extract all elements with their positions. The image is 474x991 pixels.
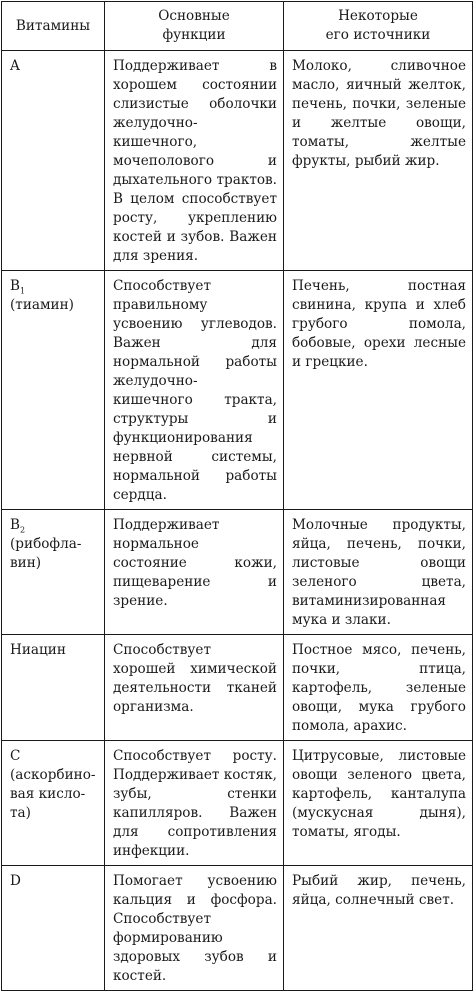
sources-cell: Печень, постная свинина, крупа и хлеб грубого помола, бобовые, орехи лесные и грецкие. — [284, 271, 473, 510]
sources-cell: Цитрусовые, листовые овощи зеленого цвета, картофель, канталупа (мускусная дыня), томаты, ягоды. — [284, 741, 473, 866]
vitamin-name: B — [10, 517, 20, 533]
header-sources-line-1: Некоторые — [338, 8, 418, 24]
vitamin-cell — [2, 510, 105, 635]
vitamin-alt-name: та) — [10, 805, 31, 821]
functions-cell: Способствует хорошей химической деятельности тканей организма. — [105, 635, 284, 741]
functions-cell: Способствует правильному усвоению углеводов. Важен для нормальной работы желудочно-кишечного тракта, структуры и функционирования нервной системы, нормальной работы сердца. — [105, 271, 284, 510]
table-row — [2, 866, 473, 991]
vitamin-alt-name: (рибофла- — [10, 536, 82, 552]
sources-cell: Молочные продукты, яйца, печень, почки, листовые овощи зеленого цвета, витаминизированная мука и злаки. — [284, 510, 473, 635]
vitamin-name: D — [10, 873, 21, 889]
functions-cell: Поддерживает нормальное состояние кожи, пищеварение и зрение. — [105, 510, 284, 635]
vitamin-alt-name: (аскорбино- — [10, 767, 96, 783]
vitamin-subscript: 2 — [20, 525, 26, 535]
header-row — [2, 2, 473, 51]
table-row — [2, 51, 473, 271]
sources-cell: Молоко, сливочное масло, яичный желток, печень, почки, зеленые и желтые овощи, томаты, желтые фрукты, рыбий жир. — [284, 51, 473, 271]
functions-cell: Поддерживает в хорошем состоянии слизистые оболочки желудочно-кишечного, мочеполового и дыхательного трактов. В целом способствует росту, укреплению костей и зубов. Важен для зрения. — [105, 51, 284, 271]
table-row — [2, 271, 473, 510]
header-vitamins-label: Витамины — [15, 17, 91, 34]
header-sources-line-2: его источники — [325, 27, 431, 43]
vitamin-name: C — [10, 748, 21, 764]
vitamin-name: Ниацин — [10, 642, 66, 658]
vitamin-cell — [2, 271, 105, 510]
sources-cell: Постное мясо, печень, почки, птица, картофель, зеленые овощи, мука грубого помола, арахис. — [284, 635, 473, 741]
vitamin-cell — [2, 635, 105, 741]
vitamin-alt-name: вая кисло- — [10, 786, 86, 802]
table-row — [2, 741, 473, 866]
sources-cell: Рыбий жир, печень, яйца, солнечный свет. — [284, 866, 473, 991]
vitamin-cell — [2, 741, 105, 866]
functions-cell: Помогает усвоению кальция и фосфора. Способствует формированию здоровых зубов и костей. — [105, 866, 284, 991]
vitamin-cell — [2, 51, 105, 271]
header-vitamins — [2, 2, 105, 51]
table-row — [2, 510, 473, 635]
vitamin-cell — [2, 866, 105, 991]
header-functions-line-2: функции — [162, 27, 226, 43]
header-sources — [284, 2, 473, 51]
vitamin-alt-name: (тиамин) — [10, 297, 74, 313]
functions-cell: Способствует росту. Поддерживает костяк, зубы, стенки капилляров. Важен для сопротивления инфекции. — [105, 741, 284, 866]
header-functions-line-1: Основные — [158, 8, 230, 24]
vitamin-subscript: 1 — [20, 286, 26, 296]
header-functions — [105, 2, 284, 51]
vitamin-name: B — [10, 278, 20, 294]
vitamin-name: A — [10, 58, 20, 74]
table-row — [2, 635, 473, 741]
vitamin-alt-name: вин) — [10, 555, 42, 571]
